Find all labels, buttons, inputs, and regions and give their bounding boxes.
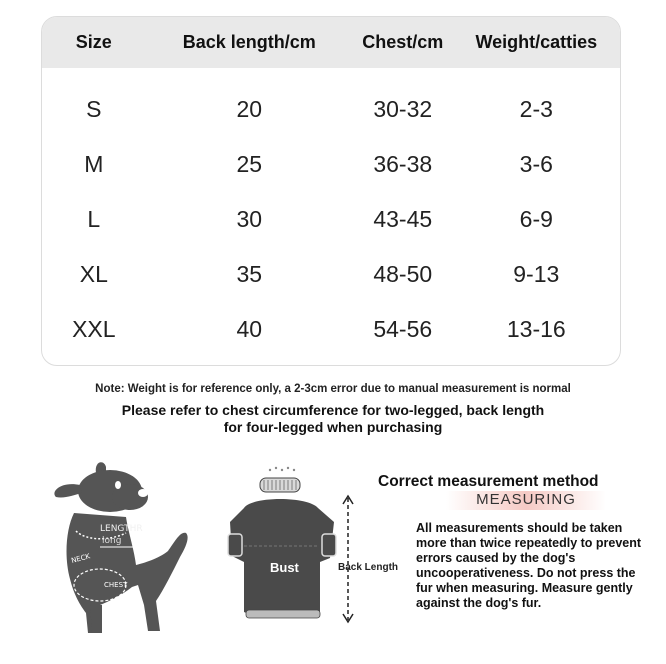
weight-note: Note: Weight is for reference only, a 2-3cm error due to manual measurement is normal: [95, 383, 571, 395]
dog-long-label: long: [102, 536, 122, 546]
cell-chest: 43-45: [373, 206, 433, 232]
cell-chest: 30-32: [373, 96, 433, 122]
cell-back-length: 40: [236, 316, 263, 342]
chest-note-line-2: for four-legged when purchasing: [223, 419, 443, 435]
cell-size: M: [84, 151, 104, 177]
method-title: Correct measurement method: [378, 473, 599, 490]
cell-weight: 6-9: [519, 206, 553, 232]
measuring-tag: MEASURING: [446, 491, 606, 510]
cell-chest: 36-38: [373, 151, 433, 177]
cell-weight: 3-6: [519, 151, 553, 177]
cell-back-length: 25: [236, 151, 263, 177]
table-row: [42, 137, 620, 192]
header-size: Size: [75, 32, 112, 52]
cell-back-length: 30: [236, 206, 263, 232]
dog-illustration: [40, 455, 200, 640]
table-header-row: [42, 17, 620, 68]
dog-neck-label: NECK: [70, 552, 92, 565]
header-back-length: Back length/cm: [182, 32, 316, 52]
size-table: [41, 16, 621, 366]
cell-chest: 54-56: [373, 316, 433, 342]
cell-size: XL: [79, 261, 108, 287]
cell-back-length: 20: [236, 96, 263, 122]
shirt-bust-label: Bust: [270, 560, 299, 575]
shirt-illustration: [222, 460, 402, 640]
cell-chest: 48-50: [373, 261, 433, 287]
cell-size: L: [87, 206, 101, 232]
table-row: [42, 247, 620, 302]
cell-weight: 2-3: [519, 96, 553, 122]
cell-back-length: 35: [236, 261, 263, 287]
table-row: [42, 192, 620, 247]
chest-note-line-1: Please refer to chest circumference for two-legged, back length: [121, 402, 545, 418]
dog-length-label: LENGTHR: [100, 524, 143, 534]
method-body: All measurements should be taken more than twice repeatedly to prevent errors caused by the dog's uncooperativeness. Do not press the fur when measuring. Measure gently against the dog's fur.: [416, 521, 642, 610]
table-body: [42, 68, 620, 357]
cell-size: XXL: [72, 316, 116, 342]
cell-weight: 13-16: [506, 316, 566, 342]
table-row: [42, 302, 620, 357]
chest-note: [0, 402, 666, 436]
dog-chest-label: CHEST: [104, 581, 128, 589]
table-row: [42, 82, 620, 137]
header-chest: Chest/cm: [362, 32, 444, 52]
cell-size: S: [86, 96, 102, 122]
header-weight: Weight/catties: [475, 32, 598, 52]
cell-weight: 9-13: [513, 261, 560, 287]
shirt-back-length-label: Back Length: [338, 562, 399, 573]
